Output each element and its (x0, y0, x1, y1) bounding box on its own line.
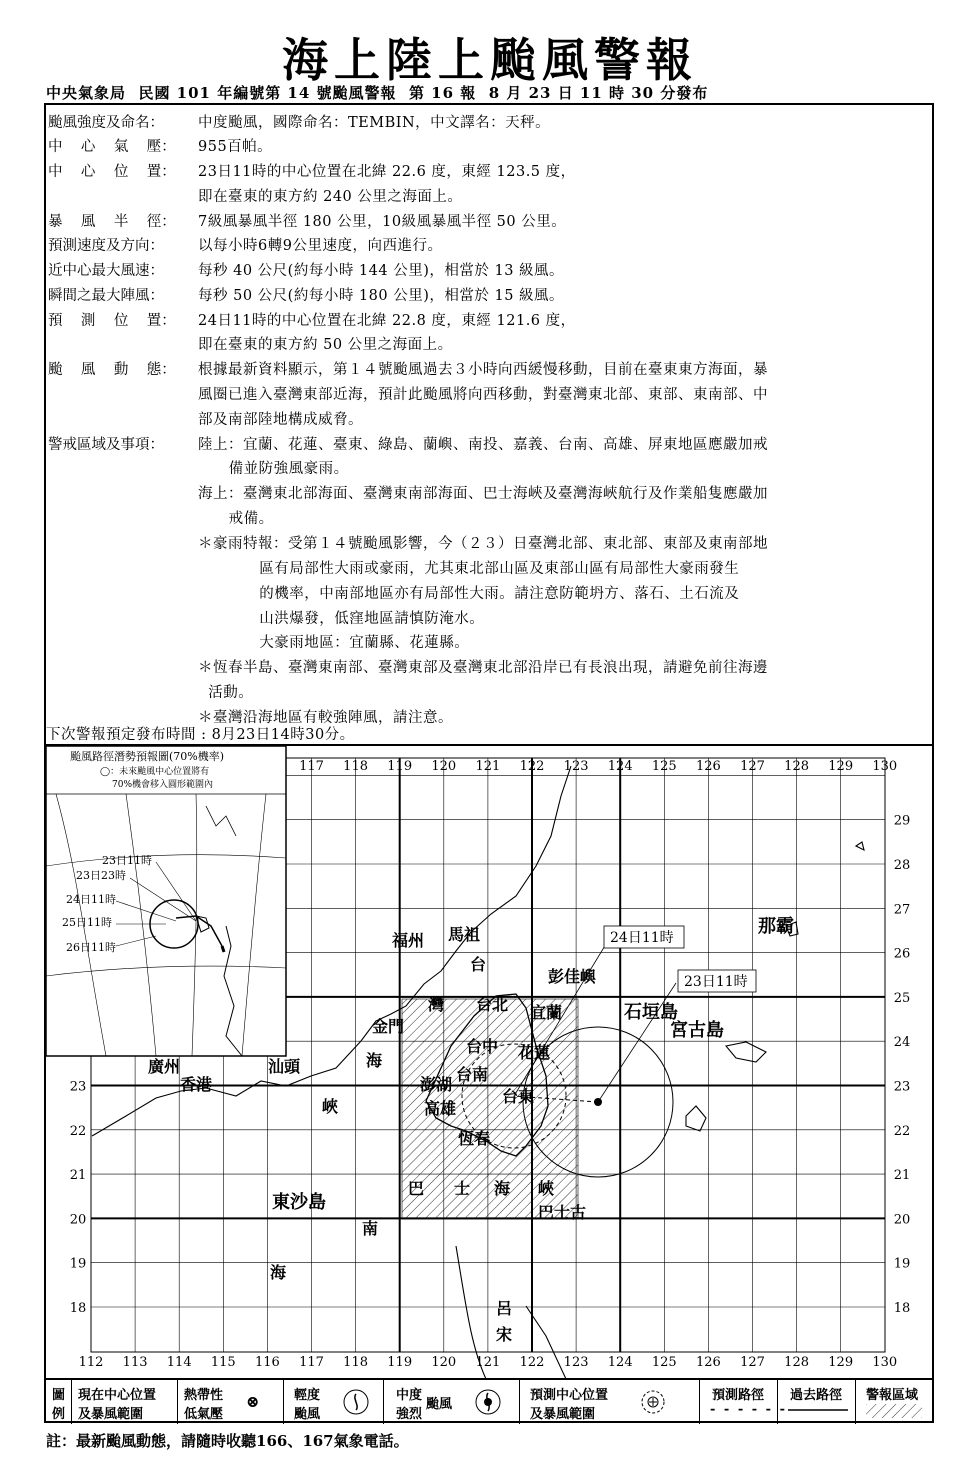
legend-strong-label: 強烈 (396, 1407, 423, 1422)
longitude-label: 121 (475, 759, 501, 774)
report-row-label: 颱風強度及命名： (48, 115, 164, 131)
report-row-text: 部及南部陸地構成威脅。 (198, 412, 363, 428)
report-row-text: 中度颱風，國際命名：TEMBIN，中文譯名：天秤。 (198, 115, 551, 131)
report-row-text: 23日11時的中心位置在北緯 22.6 度，東經 123.5 度， (198, 164, 576, 180)
latitude-label: 28 (893, 858, 911, 873)
report-text (48, 107, 932, 743)
longitude-label: 127 (740, 1355, 765, 1370)
latitude-label: 20 (69, 1212, 87, 1228)
longitude-label: 125 (651, 759, 677, 774)
report-row-text: 根據最新資料顯示，第１４號颱風過去３小時向西緩慢移動，目前在臺東東方海面，暴 (198, 362, 768, 378)
place-yilan: 宜蘭 (530, 1003, 563, 1022)
report-row-label: 暴 風 半 徑： (48, 214, 176, 230)
longitude-label: 130 (872, 759, 898, 774)
longitude-label: 126 (695, 1355, 721, 1370)
latitude-label: 22 (69, 1123, 87, 1139)
place-south-china-sea: 海 (270, 1263, 287, 1282)
latitude-label: 24 (893, 1035, 911, 1051)
inset-time-label: 23日23時 (76, 869, 126, 882)
place-guangzhou: 廣州 (148, 1057, 181, 1076)
bulletin-info: 中央氣象局 民國 101 年編號第 14 號颱風警報 第 16 報 8 月 23 日 11 時 30 分發布 (46, 84, 709, 102)
longitude-label: 127 (740, 759, 765, 774)
inset-note: 70%機會移入圓形範圍內 (112, 780, 214, 790)
report-row-text: 每秒 40 公尺(約每小時 144 公里)，相當於 13 級風。 (198, 263, 565, 279)
report-row-text: 以每小時6轉9公里速度，向西進行。 (198, 238, 443, 254)
report-row (48, 482, 768, 503)
report-row-label: 預測速度及方向： (48, 238, 164, 254)
place-matsu: 馬祖 (448, 925, 481, 944)
legend-tropical-label: 低氣壓 (184, 1407, 224, 1422)
latitude-label: 18 (893, 1301, 911, 1316)
place-batanes: 巴士古 (538, 1203, 587, 1222)
place-hengchun: 恆春 (458, 1129, 491, 1148)
latitude-label: 22 (893, 1123, 911, 1139)
longitude-label: 130 (872, 1355, 898, 1370)
report-row-text: 海上：臺灣東北部海面、臺灣東南部海面、巴士海峽及臺灣海峽航行及作業船隻應嚴加 (198, 486, 768, 502)
warning-area-symbol (866, 1404, 922, 1418)
report-row (48, 160, 576, 181)
report-row (48, 111, 550, 132)
report-row (48, 358, 768, 379)
report-row-text: 陸上：宜蘭、花蓮、臺東、綠島、蘭嶼、南投、嘉義、台南、高雄、屏東地區應嚴加戒 (198, 437, 768, 453)
report-row-label: 中 心 氣 壓： (48, 139, 176, 155)
place-taiwan: 台 (470, 955, 487, 974)
longitude-label: 116 (254, 1355, 280, 1370)
report-row (48, 582, 739, 603)
forecast-time-callout: 24日11時 (610, 930, 674, 946)
latitude-label: 26 (893, 946, 911, 962)
longitude-label: 119 (387, 1355, 413, 1370)
latitude-label: 21 (69, 1168, 87, 1184)
legend-mild-label: 輕度 (294, 1388, 321, 1403)
longitude-label: 121 (475, 1355, 501, 1370)
place-taitung: 台東 (502, 1087, 535, 1106)
footnote: 註：最新颱風動態，請隨時收聽166、167氣象電話。 (46, 1432, 409, 1450)
longitude-label: 123 (563, 759, 589, 774)
place-luzon: 宋 (496, 1325, 513, 1344)
legend-mild-label: 颱風 (294, 1407, 321, 1422)
place-strait2: 峽 (322, 1097, 339, 1116)
place-bashi-channel: 士 (454, 1179, 471, 1198)
report-row (48, 383, 768, 404)
report-row-text: 區有局部性大雨或豪雨，尤其東北部山區及東部山區有局部性大豪雨發生 (198, 561, 740, 577)
legend-tropical-label: 熱帶性 (184, 1388, 224, 1403)
page-title: 海上陸上颱風警報 (282, 33, 698, 87)
longitude-label: 122 (519, 759, 545, 774)
tropical-depression-icon: ⊗ (246, 1392, 260, 1411)
forecast-track-symbol: - - - - - - (710, 1402, 788, 1417)
report-row-text: 即在臺東的東方約 50 公里之海面上。 (198, 337, 453, 353)
place-bashi-channel: 海 (494, 1179, 511, 1198)
report-row (48, 656, 768, 677)
report-row (48, 557, 739, 578)
inset-note: ◯：未來颱風中心位置將有 (100, 767, 210, 777)
report-row-label: 颱 風 動 態： (48, 362, 176, 378)
report-row (48, 234, 442, 255)
longitude-label: 112 (78, 1355, 104, 1370)
longitude-label: 124 (607, 759, 633, 774)
latitude-label: 25 (893, 990, 911, 1006)
legend-warning-area-label: 警報區域 (866, 1388, 919, 1403)
report-row-text: 每秒 50 公尺(約每小時 180 公里)，相當於 15 級風。 (198, 288, 565, 304)
place-bashi-channel: 巴 (408, 1179, 425, 1198)
longitude-label: 120 (431, 759, 457, 774)
place-hongkong: 香港 (180, 1075, 213, 1094)
longitude-label: 120 (431, 1355, 457, 1370)
longitude-label: 113 (122, 1355, 148, 1370)
longitude-label: 122 (519, 1355, 545, 1370)
report-row (48, 309, 576, 330)
place-south-china-sea: 南 (362, 1219, 379, 1238)
report-row-label: 預 測 位 置： (48, 313, 176, 329)
latitude-label: 20 (893, 1212, 911, 1228)
place-luzon: 呂 (496, 1299, 513, 1318)
legend-typhoon-label: 颱風 (426, 1397, 453, 1412)
legend-title: 例 (52, 1407, 66, 1422)
legend-current-label: 及暴風範圍 (78, 1407, 144, 1422)
inset-time-label: 26日11時 (66, 941, 116, 954)
report-row-label: 近中心最大風速： (48, 263, 164, 279)
report-row-text: 戒備。 (198, 511, 274, 527)
legend-forecast-track-label: 預測路徑 (712, 1388, 765, 1403)
longitude-label: 129 (828, 1355, 854, 1370)
legend-past-track-label: 過去路徑 (790, 1388, 843, 1403)
report-row (48, 532, 768, 553)
longitude-label: 126 (695, 759, 721, 774)
place-miyako: 宮古島 (670, 1020, 724, 1041)
report-row (48, 607, 484, 628)
latitude-label: 19 (893, 1256, 911, 1272)
longitude-label: 114 (166, 1355, 192, 1370)
inset-title: 颱風路徑潛勢預報圖(70%機率) (70, 750, 225, 763)
latitude-label: 29 (893, 813, 911, 829)
report-row-text: 24日11時的中心位置在北緯 22.8 度，東經 121.6 度， (198, 313, 576, 329)
report-row (48, 457, 349, 478)
current-time-callout: 23日11時 (684, 974, 748, 990)
latitude-label: 23 (69, 1079, 87, 1095)
mild-typhoon-icon (342, 1388, 370, 1416)
place-kinmen: 金門 (372, 1017, 405, 1036)
report-row (48, 681, 253, 702)
report-row-text: 備並防強風豪雨。 (198, 461, 349, 477)
report-row (48, 284, 564, 305)
report-row-text: ＊恆春半島、臺灣東南部、臺灣東部及臺灣東北部沿岸已有長浪出現，請避免前往海邊 (198, 660, 768, 676)
place-pengjia: 彭佳嶼 (548, 967, 597, 986)
longitude-label: 115 (210, 1355, 236, 1370)
legend-forecast-label: 預測中心位置 (530, 1388, 609, 1403)
legend-current-label: 現在中心位置 (78, 1388, 157, 1403)
report-row-text: ＊臺灣沿海地區有較強陣風，請注意。 (198, 710, 453, 726)
report-row (48, 210, 566, 231)
report-row-text: 大豪雨地區：宜蘭縣、花蓮縣。 (198, 635, 470, 651)
next-warning-time: 下次警報預定發布時間 : 8月23日14時30分。 (46, 727, 355, 743)
report-row (48, 259, 564, 280)
report-row-label: 中 心 位 置： (48, 164, 176, 180)
report-row (48, 631, 469, 652)
past-track-symbol (788, 1408, 848, 1412)
inset-time-label: 25日11時 (62, 916, 112, 929)
report-row-text: 風圈已進入臺灣東部近海，預計此颱風將向西移動，對臺灣東北部、東部、東南部、中 (198, 387, 768, 403)
place-kaohsiung: 高雄 (424, 1099, 457, 1118)
place-taichung: 台中 (466, 1037, 499, 1056)
report-row-text: 活動。 (198, 685, 254, 701)
longitude-label: 118 (343, 759, 369, 774)
report-row (48, 185, 462, 206)
longitude-label: 128 (784, 1355, 810, 1370)
longitude-label: 119 (387, 759, 413, 774)
legend-title: 圖 (52, 1388, 66, 1403)
place-taiwan2: 灣 (428, 995, 445, 1014)
place-ishigaki: 石垣島 (624, 1002, 678, 1023)
legend-forecast-label: 及暴風範圍 (530, 1407, 596, 1422)
longitude-label: 117 (299, 1355, 324, 1370)
forecast-center-icon (638, 1388, 668, 1416)
place-strait1: 海 (366, 1051, 383, 1070)
place-shantou: 汕頭 (268, 1057, 301, 1076)
longitude-label: 128 (784, 759, 810, 774)
legend-moderate-label: 中度 (396, 1388, 423, 1403)
latitude-label: 23 (893, 1079, 911, 1095)
latitude-label: 27 (893, 902, 911, 918)
report-row-label: 警戒區域及事項： (48, 437, 164, 453)
longitude-label: 123 (563, 1355, 589, 1370)
report-row-label: 瞬間之最大陣風： (48, 288, 164, 304)
place-dongsha: 東沙島 (272, 1192, 326, 1213)
report-row-text: 955百帕。 (198, 139, 273, 155)
report-row-text: 山洪爆發，低窪地區請慎防淹水。 (198, 611, 485, 627)
place-bashi-channel: 峽 (538, 1179, 555, 1198)
inset-time-label: 24日11時 (66, 893, 116, 906)
place-tainan: 台南 (456, 1065, 489, 1084)
longitude-label: 118 (343, 1355, 369, 1370)
typhoon-map (46, 744, 932, 1379)
report-row (48, 433, 768, 454)
report-row (48, 408, 363, 429)
place-fuzhou: 福州 (392, 931, 425, 950)
latitude-label: 19 (69, 1256, 87, 1272)
place-penghu: 澎湖 (420, 1075, 453, 1094)
legend (46, 1378, 932, 1424)
inset-time-label: 23日11時 (102, 854, 152, 867)
strong-typhoon-icon (474, 1388, 502, 1416)
report-row-text: 7級風暴風半徑 180 公里，10級風暴風半徑 50 公里。 (198, 214, 567, 230)
place-hualien: 花蓮 (518, 1043, 551, 1062)
longitude-label: 125 (651, 1355, 677, 1370)
report-row-text: ＊豪雨特報：受第１４號颱風影響，今（２３）日臺灣北部、東北部、東部及東南部地 (198, 536, 768, 552)
latitude-label: 18 (69, 1301, 87, 1316)
longitude-label: 117 (299, 759, 324, 774)
longitude-label: 129 (828, 759, 854, 774)
report-row (48, 507, 274, 528)
place-taipei: 台北 (476, 995, 509, 1014)
latitude-label: 21 (893, 1168, 911, 1184)
place-naha: 那霸 (758, 916, 794, 937)
report-row (48, 333, 453, 354)
longitude-label: 124 (607, 1355, 633, 1370)
report-row (48, 135, 272, 156)
report-row-text: 的機率，中南部地區亦有局部性大雨。請注意防範坍方、落石、土石流及 (198, 586, 740, 602)
report-row-text: 即在臺東的東方約 240 公里之海面上。 (198, 189, 463, 205)
